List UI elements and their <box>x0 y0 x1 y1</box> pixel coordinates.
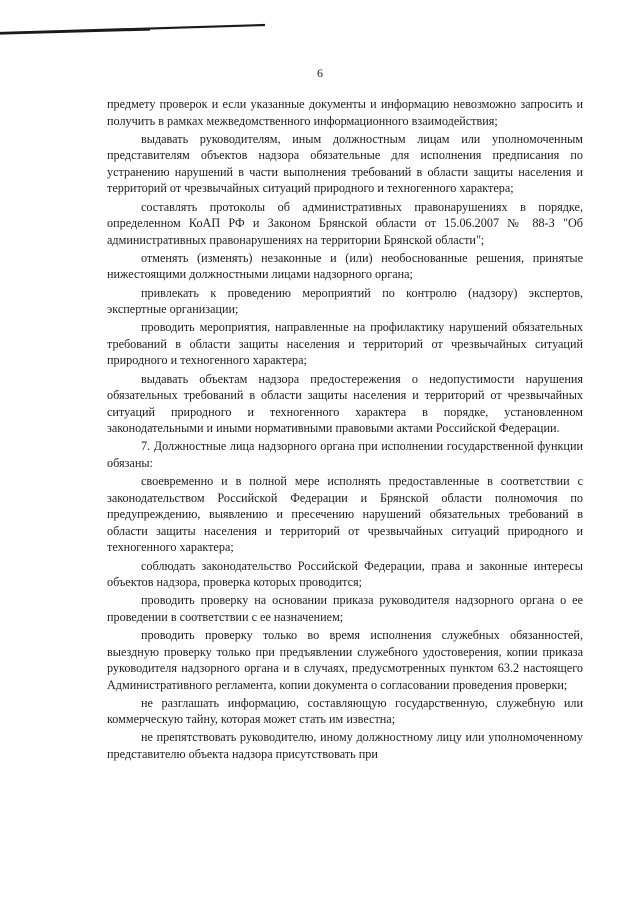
paragraph: своевременно и в полной мере исполнять предоставленные в соответствии с законодательством Российской Федерации и Брянской области полномочия по предупреждению, выявлению и пресечению нарушений обязательных требований в области защиты населения и территорий от чрезвычайных ситуаций природного и техногенного характера; <box>107 474 583 555</box>
paragraph: не разглашать информацию, составляющую государственную, служебную или коммерческую тайну, которая может стать им известна; <box>107 695 583 727</box>
paragraph: выдавать руководителям, иным должностным лицам или уполномоченным представителям объектов надзора обязательные для исполнения предписания по устранению нарушений в части выполнения требований в области защиты населения и территорий от чрезвычайных ситуаций природного и техногенного характера; <box>107 131 583 196</box>
page-number: 6 <box>317 66 323 80</box>
paragraph: выдавать объектам надзора предостережения о недопустимости нарушения обязательных требований в области защиты населения и территорий от чрезвычайных ситуаций природного и техногенного характера в порядке, установленном законодательными и иными нормативными правовыми актами Российской Федерации. <box>107 371 583 436</box>
paragraph: отменять (изменять) незаконные и (или) необоснованные решения, принятые нижестоящими должностными лицами надзорного органа; <box>107 250 583 282</box>
paragraph: проводить проверку на основании приказа руководителя надзорного органа о ее проведении в соответствии с ее назначением; <box>107 593 583 624</box>
paragraph: привлекать к проведению мероприятий по контролю (надзору) экспертов, экспертные организации; <box>107 285 583 317</box>
document-body <box>107 96 583 764</box>
paragraph: проводить проверку только во время исполнения служебных обязанностей, выездную проверку только при предъявлении служебного удостоверения, копии приказа руководителя надзорного органа и в случаях, предусмотренных пунктом 63.2 настоящего Административного регламента, копии документа о согласовании проведения проверки; <box>107 627 583 692</box>
paragraph: проводить мероприятия, направленные на профилактику нарушений обязательных требований в области защиты населения и территорий от чрезвычайных ситуаций природного и техногенного характера; <box>107 320 583 368</box>
paragraph: не препятствовать руководителю, иному должностному лицу или уполномоченному представителю объекта надзора присутствовать при <box>107 730 583 762</box>
paragraph: составлять протоколы об административных правонарушениях в порядке, определенном КоАП РФ и Законом Брянской области от 15.06.2007 № 88-З "Об административных правонарушениях на территории Брянской области"; <box>107 199 583 247</box>
paragraph: соблюдать законодательство Российской Федерации, права и законные интересы объектов надзора, проверка которых проводится; <box>107 558 583 590</box>
scan-artifact-line <box>0 22 265 36</box>
paragraph: предмету проверок и если указанные документы и информацию невозможно запросить и получить в рамках межведомственного информационного взаимодействия; <box>107 97 583 128</box>
section-heading-7: 7. Должностные лица надзорного органа при исполнении государственной функции обязаны: <box>107 439 583 470</box>
